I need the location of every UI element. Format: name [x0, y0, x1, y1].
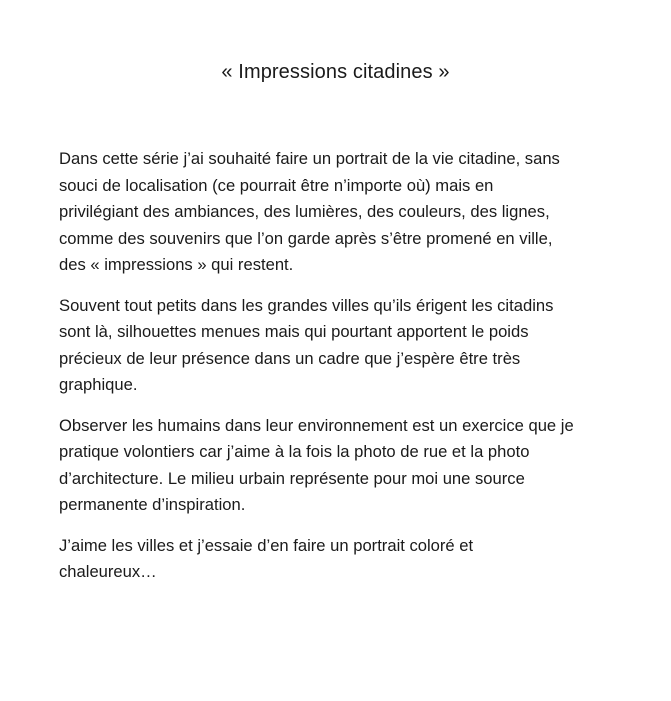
document-body [59, 146, 639, 600]
paragraph-2: Souvent tout petits dans les grandes villes qu’ils érigent les citadins sont là, silhouettes menues mais qui pourtant apportent le poids précieux de leur présence dans un cadre que j’espère être très graphique. [59, 295, 554, 394]
paragraph-4: J’aime les villes et j’essaie d’en faire un portrait coloré et chaleureux… [59, 535, 474, 581]
paragraph-1: Dans cette série j’ai souhaité faire un portrait de la vie citadine, sans souci de localisation (ce pourrait être n’importe où) mais en privilégiant des ambiances, des lumières, des couleurs, des lignes, comme des souvenirs que l’on garde après s’être promené en ville, des « impressions » qui restent. [59, 149, 560, 274]
paragraph-3: Observer les humains dans leur environnement est un exercice que je pratique volontiers car j’aime à la fois la photo de rue et la photo d’architecture. Le milieu urbain représente pour moi une source permanente d’inspiration. [59, 415, 574, 514]
document-title: « Impressions citadines » [221, 61, 450, 83]
